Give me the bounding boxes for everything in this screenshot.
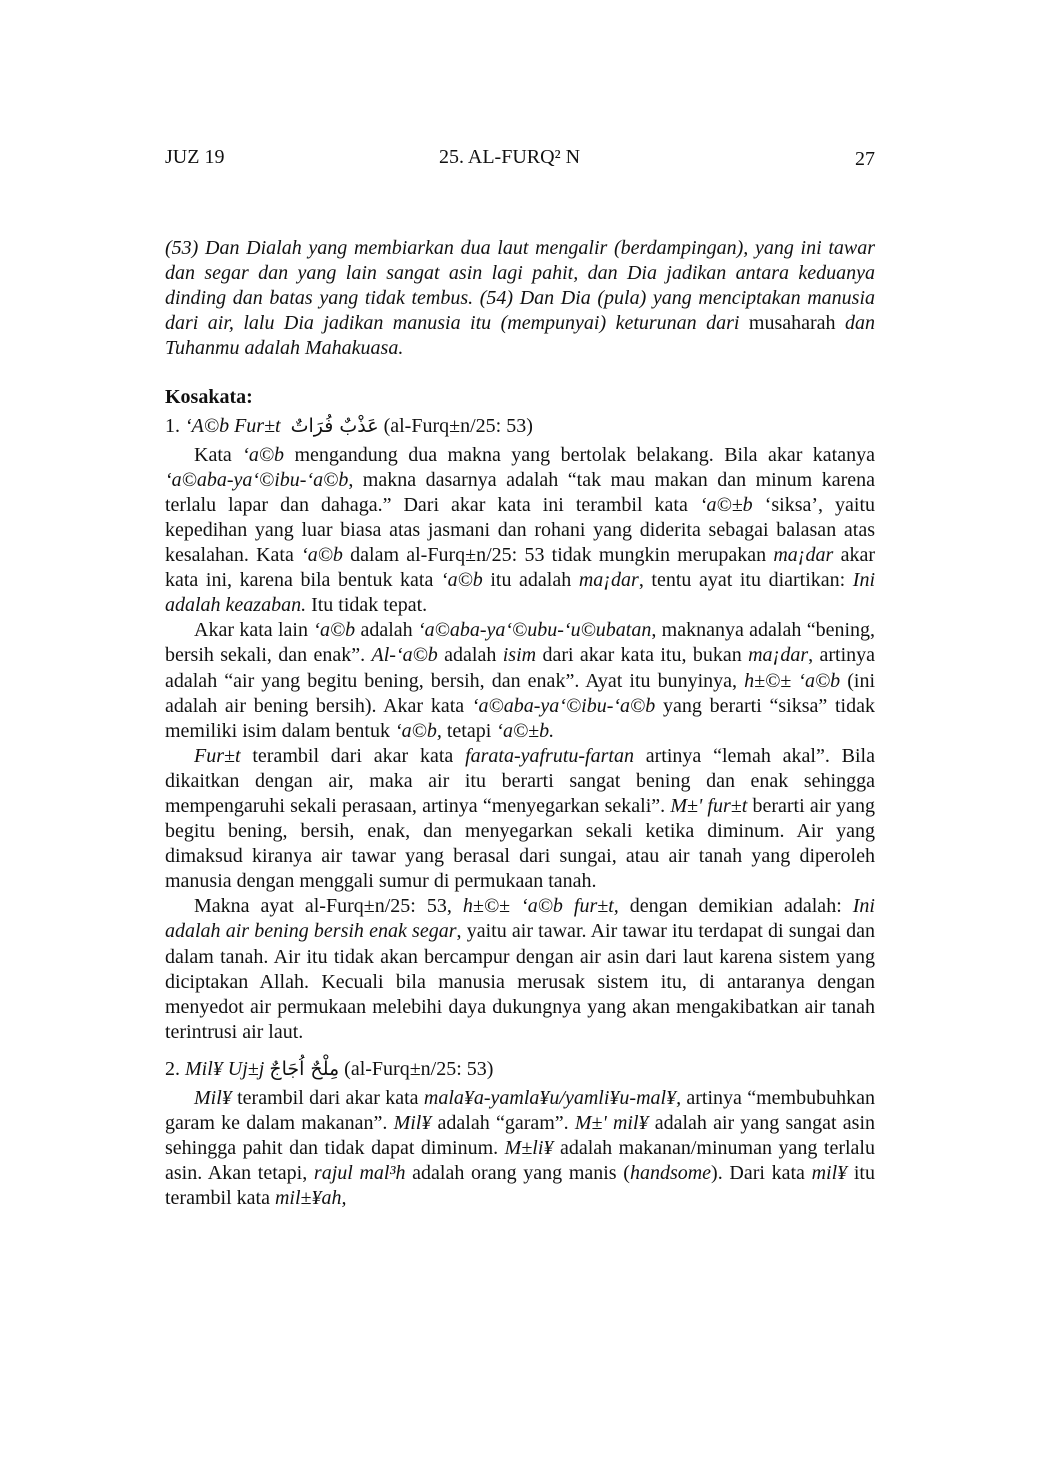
italic-term: isim [502, 644, 537, 667]
italic-term: ma¡dar [578, 569, 639, 592]
text-run: , maknanya adalah “bening, bersih sekali, dan enak”. [165, 619, 876, 667]
text-run: akar kata ini, karena bila bentuk kata [165, 544, 875, 592]
italic-term: rajul mal³h [313, 1162, 406, 1185]
italic-term: ‘a©aba-ya‘©ubu-‘u©ubatan [418, 619, 652, 642]
text-run: ). Dari kata [711, 1162, 812, 1185]
text-run: Itu tidak tepat. [306, 594, 428, 617]
text-run: artinya “lemah akal”. Bila dikaitkan dengan air, maka air itu berarti sangat bening dan enak sehingga mempengaruhi sekali perasaan, artinya “menyegarkan sekali”. [165, 744, 875, 817]
text-run: , yaitu air tawar. Air tawar itu terdapat di sungai dan dalam tanah. Air itu tidak akan bercampur dengan air asin dari laut karena sistem yang diciptakan Allah. Kecuali bila manusia merusak sistem itu, di antaranya dengan menyedot air permukaan melebihi daya dukungnya yang akan mengakibatkan air tanah terintrusi air laut. [165, 920, 875, 1043]
text-run: adalah air yang sangat asin sehingga pahit dan tidak dapat diminum. [165, 1112, 876, 1160]
text-run: Akar kata lain [194, 619, 314, 642]
italic-term: mala¥a-yamla¥u/yamli¥u-mal¥, [423, 1087, 682, 1109]
text-run: , artinya adalah “air yang begitu bening, bersih, dan enak”. Ayat itu bunyinya, [165, 644, 876, 692]
vocab-heading: Kosakata: [165, 386, 253, 409]
text-run: terambil dari akar kata [240, 744, 466, 767]
text-run: adalah orang yang manis ( [405, 1162, 630, 1185]
italic-term: ‘a©±b [699, 493, 753, 516]
italic-term: M±' fur±t [670, 794, 748, 817]
text-run: itu terambil kata [165, 1162, 875, 1210]
page-number: 27 [855, 148, 875, 170]
italic-term: ‘a©aba-ya‘©ibu-‘a©b [471, 694, 656, 717]
juz-label: JUZ 19 [165, 146, 225, 168]
text-run: dari akar kata itu, bukan [536, 644, 749, 667]
term-reference: (al-Furq±n/25: 53) [339, 1057, 494, 1080]
italic-term: ma¡dar [748, 644, 809, 667]
text-run: mengandung dua makna yang bertolak belakang. Bila akar katanya [284, 443, 875, 466]
italic-term: mil±¥ah, [274, 1187, 347, 1210]
italic-term: ‘a©aba-ya‘©ibu-‘a©b [165, 468, 349, 491]
text-run: adalah [437, 644, 503, 667]
text-run: , tentu ayat itu diartikan: [638, 569, 853, 592]
term-number: 1. [165, 414, 185, 437]
italic-term: ‘a©b [242, 443, 285, 466]
page [165, 142, 875, 1211]
text-run: berarti air yang begitu bening, bersih, enak, dan menyegarkan sekali ketika diminum. Air yang dimaksud kiranya air tawar yang berasal dari sungai, atau air tanah yang diperoleh manusia dengan menggali sumur di permukaan tanah. [165, 794, 875, 893]
verse-translation [165, 236, 875, 361]
text-run: adalah [355, 619, 418, 642]
italic-term: ma¡dar [773, 544, 834, 567]
italic-term: Mil¥ [194, 1087, 232, 1109]
italic-term: ‘a©b [440, 569, 483, 592]
italic-term: mil¥ [811, 1162, 848, 1185]
text-run: adalah makanan/minuman yang terlalu asin. Akan tetapi, [165, 1137, 875, 1185]
italic-term: M±' mil¥ [574, 1112, 649, 1135]
paragraph [165, 618, 875, 743]
term-number: 2. [165, 1057, 185, 1080]
paragraph [165, 894, 875, 1045]
italic-term: Ini adalah keazaban. [165, 569, 876, 617]
italic-term: h±©± ‘a©b [744, 669, 841, 692]
text-run: dengan demikian adalah: [618, 895, 853, 918]
italic-term: ‘a©b, [394, 719, 442, 742]
text-run: Kata [194, 443, 243, 466]
text-run: Makna ayat al-Furq±n/25: 53, [194, 895, 463, 918]
italic-term: M±li¥ [504, 1137, 554, 1160]
text-run: artinya “membubuhkan garam ke dalam makanan”. [165, 1087, 875, 1135]
italic-term: Fur±t [194, 744, 241, 767]
translation-text-2: dan Tuhanmu adalah Mahakuasa. [165, 312, 875, 360]
term-reference: (al-Furq±n/25: 53) [378, 414, 533, 437]
vocab-term-1 [165, 414, 875, 439]
term-latin: Mil¥ Uj±j [185, 1057, 265, 1080]
text-run: dalam al-Furq±n/25: 53 tidak mungkin merupakan [342, 544, 774, 567]
text-run: , makna dasarnya adalah “tak mau makan dan minum karena terlalu lapar dan dahaga.” Dari akar kata ini terambil kata [165, 468, 875, 516]
translation-text-1: (53) Dan Dialah yang membiarkan dua laut mengalir (berdampingan), yang ini tawar dan segar dan yang lain sangat asin lagi pahit, dan Dia jadikan antara keduanya dinding dan batas yang tidak tembus. (54) Dan Dia (pula) yang menciptakan manusia dari air, lalu Dia jadikan manusia itu (mempunyai) keturunan dari [165, 237, 875, 335]
text-run: terambil dari akar kata [231, 1087, 424, 1109]
paragraph [165, 1086, 875, 1211]
text-run: yang berarti “siksa” tidak memiliki isim dalam bentuk [165, 694, 875, 742]
paragraph [165, 443, 875, 619]
text-run: ‘siksa’, yaitu kepedihan yang luar biasa atas jasmani dan rohani yang diderita sebagai balasan atas kesalahan. Kata [165, 493, 876, 567]
italic-term: h±©± ‘a©b fur±t, [462, 895, 619, 918]
italic-term: ‘a©b [301, 544, 343, 567]
term-latin: ‘A©b Fur±t [185, 414, 281, 437]
running-header [165, 142, 875, 178]
term-arabic: مِلْحٌ اُجَاجٌ [269, 1057, 340, 1080]
term-arabic: عَذْبٌ فُرَاتٌ [290, 414, 379, 437]
text-run: itu adalah [482, 569, 579, 592]
italic-term: ‘a©b [313, 619, 356, 642]
text-run: (ini adalah air bening bersih). Akar kata [165, 669, 875, 717]
italic-term: Ini adalah air bening bersih enak segar [165, 895, 875, 943]
italic-term: farata-yafrutu-fartan [465, 744, 634, 767]
text-run: adalah “garam”. [431, 1112, 575, 1135]
vocab-term-2 [165, 1057, 875, 1082]
surah-title: 25. AL-FURQ² N [439, 146, 581, 168]
italic-term: handsome [629, 1162, 712, 1185]
translation-term: musaharah [748, 312, 836, 335]
italic-term: ‘a©±b. [496, 719, 555, 742]
italic-term: Mil¥ [393, 1112, 432, 1135]
text-run: tetapi [441, 719, 497, 742]
paragraph [165, 744, 875, 895]
italic-term: Al-‘a©b [371, 644, 438, 667]
